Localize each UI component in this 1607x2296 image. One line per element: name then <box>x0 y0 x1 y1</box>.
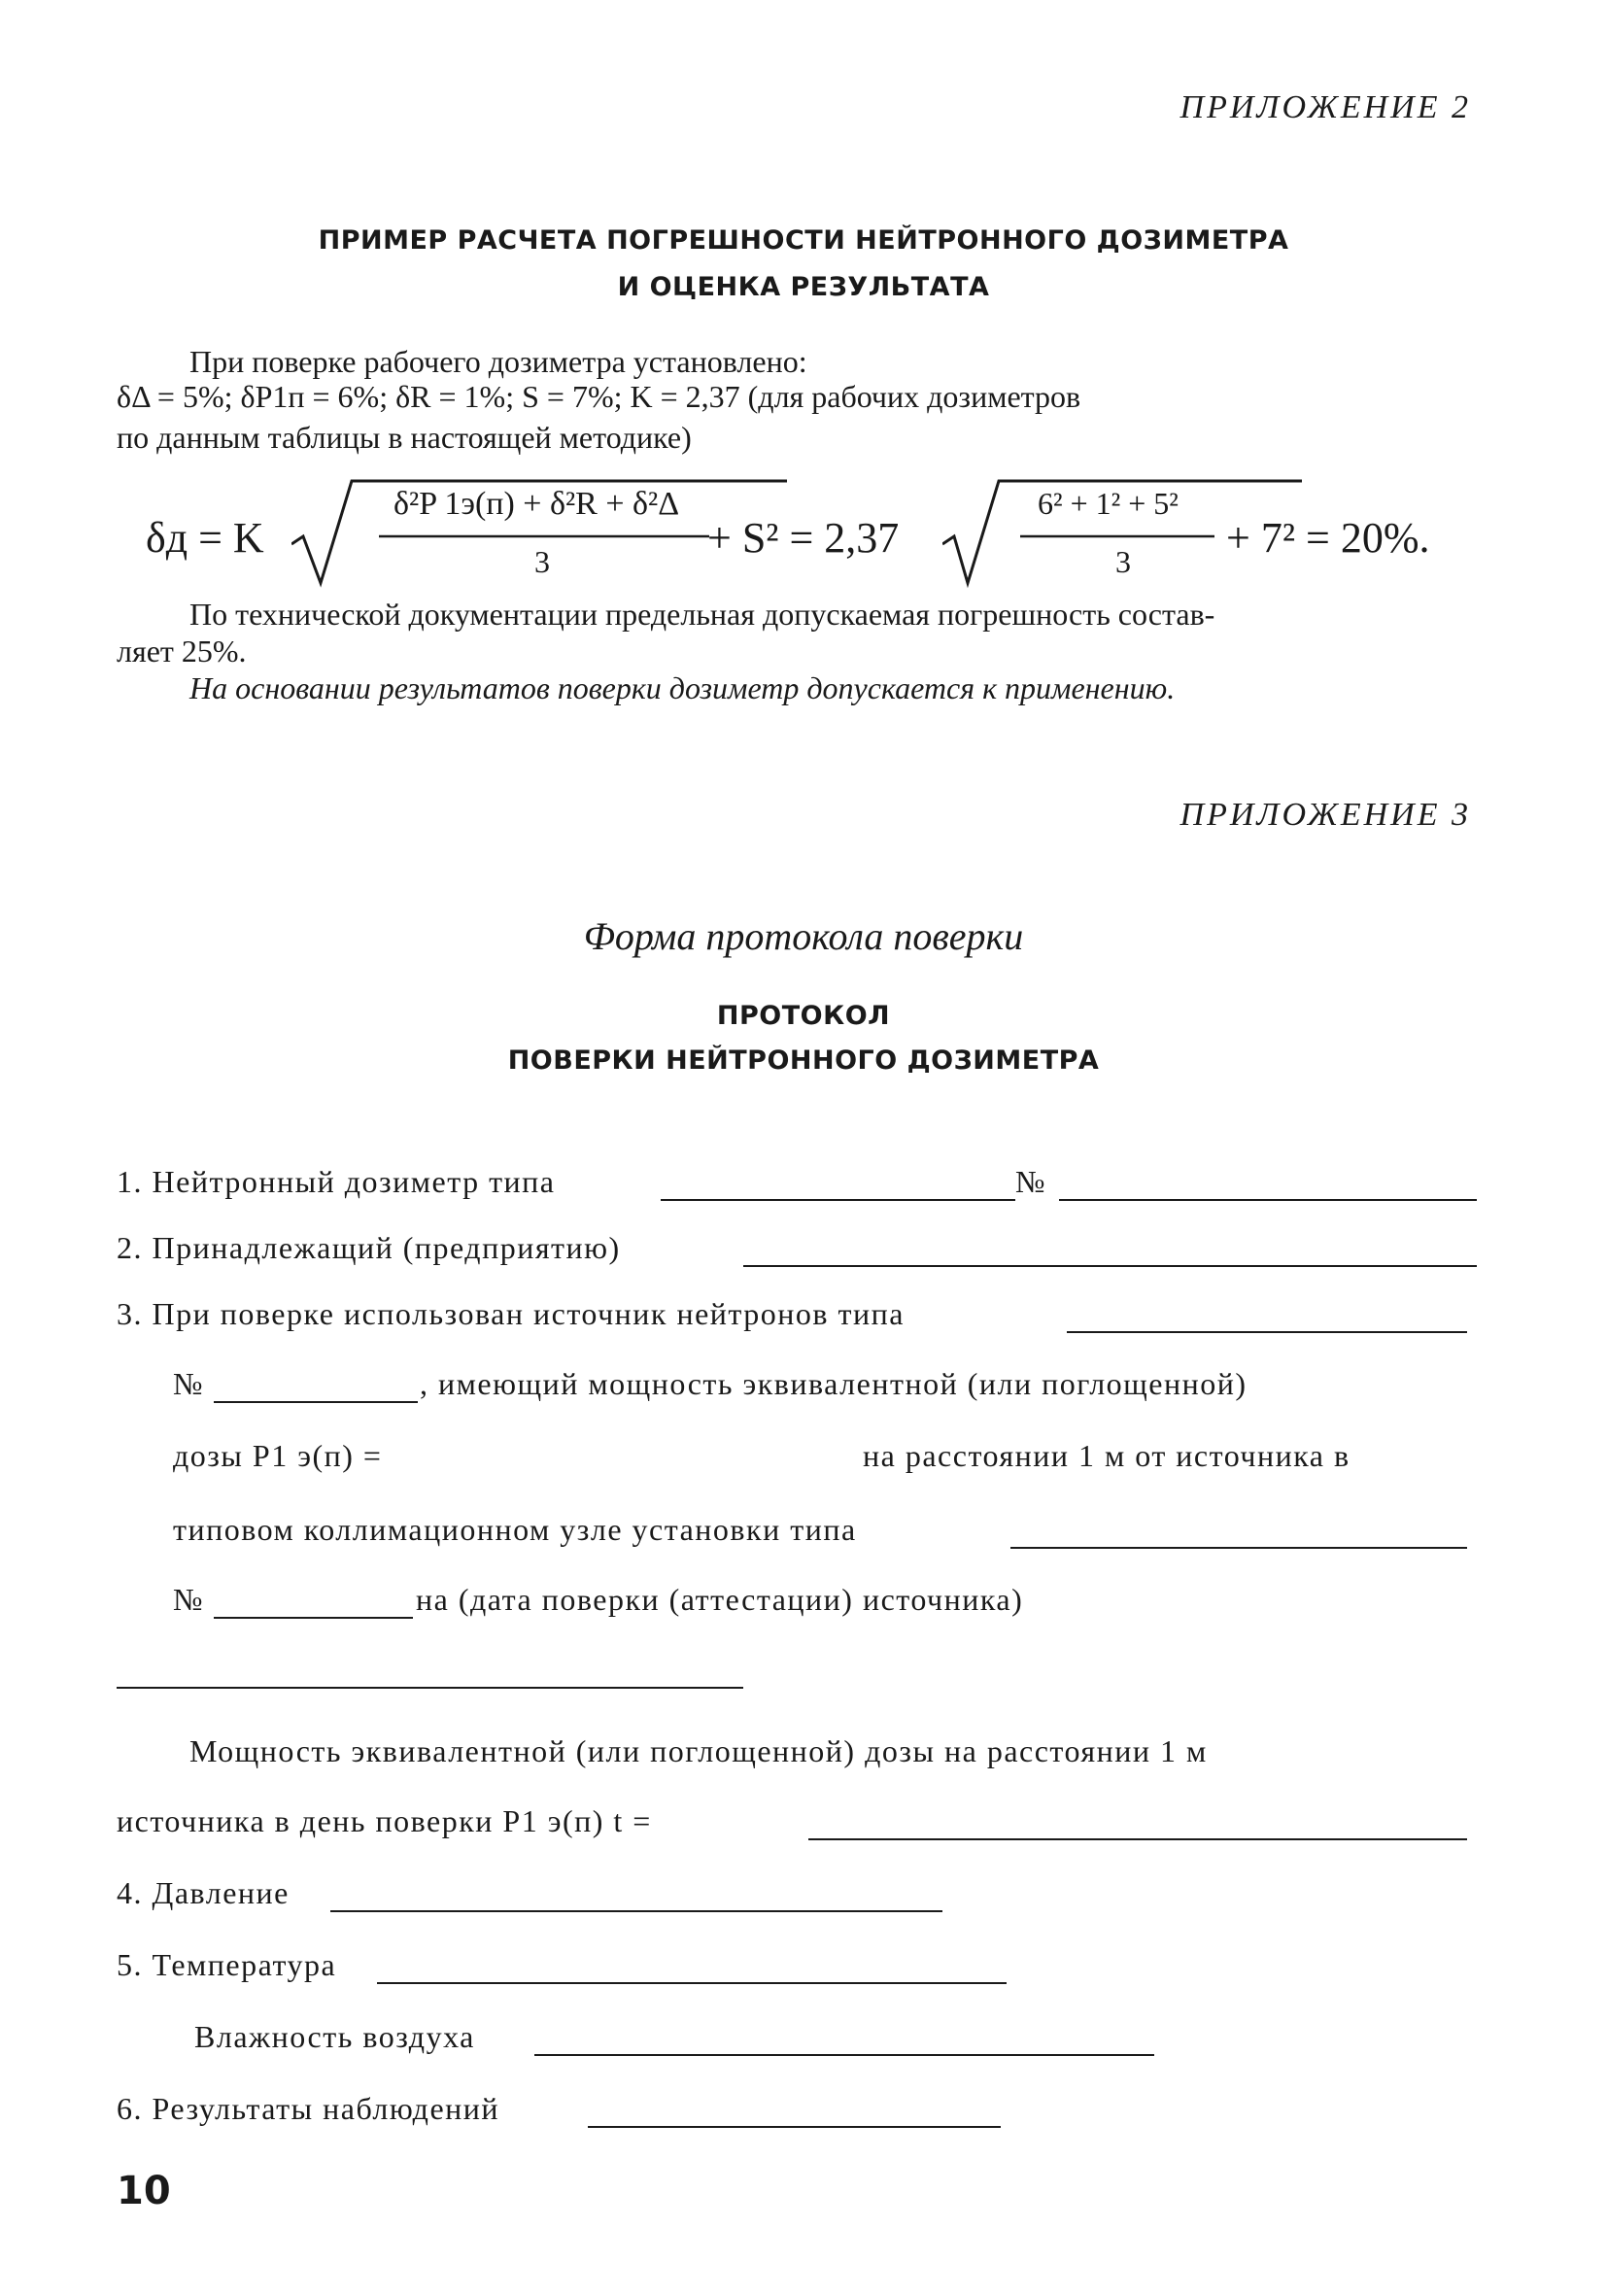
formula-numerator-1: δ²P 1э(п) + δ²R + δ²Δ <box>393 486 680 522</box>
item-3-dose-label: дозы P1 э(п) = <box>173 1438 383 1473</box>
observation-results-field[interactable] <box>588 2126 1001 2128</box>
item-3-distance-text: на расстоянии 1 м от источника в <box>863 1438 1351 1473</box>
doc-line-1: По технической документации предельная допускаемая погрешность состав- <box>189 597 1215 632</box>
appendix-2-title-line2: И ОЦЕНКА РЕЗУЛЬТАТА <box>617 272 990 302</box>
conclusion-text: На основании результатов поверки дозиметр допускается к применению. <box>189 670 1176 705</box>
item-6-label: 6. Результаты наблюдений <box>117 2091 500 2126</box>
item-3-number-sign-2: № <box>173 1582 205 1617</box>
intro-text: При поверке рабочего дозиметра установлено: <box>189 344 807 379</box>
formula-numerator-2: 6² + 1² + 5² <box>1038 486 1179 521</box>
formula-lhs: δд = K <box>146 514 264 562</box>
neutron-source-type-field[interactable] <box>1067 1331 1467 1333</box>
item-3-label: 3. При поверке использован источник нейтронов типа <box>117 1296 905 1331</box>
protocol-title-line2: ПОВЕРКИ НЕЙТРОННОГО ДОЗИМЕТРА <box>507 1045 1100 1076</box>
doc-line-2: ляет 25%. <box>117 634 247 668</box>
power-line-2: источника в день поверки P1 э(п) t = <box>117 1803 652 1838</box>
formula-denominator-1: 3 <box>534 544 550 579</box>
humidity-field[interactable] <box>534 2054 1154 2056</box>
formula-denominator-2: 3 <box>1115 544 1131 579</box>
power-on-day-field[interactable] <box>808 1838 1467 1840</box>
pressure-field[interactable] <box>330 1910 942 1912</box>
power-line-1: Мощность эквивалентной (или поглощенной) дозы на расстоянии 1 м <box>189 1733 1208 1768</box>
item-3-date-text: на (дата поверки (аттестации) источника) <box>416 1582 1024 1617</box>
appendix-2-title-line1: ПРИМЕР РАСЧЕТА ПОГРЕШНОСТИ НЕЙТРОННОГО ДОЗИМЕТРА <box>318 225 1289 256</box>
values-line: δΔ = 5%; δP1п = 6%; δR = 1%; S = 7%; K = 2,37 (для рабочих дозиметров <box>117 379 1081 414</box>
item-3-power-text: , имеющий мощность эквивалентной (или поглощенной) <box>420 1366 1248 1401</box>
item-3-collimation-label: типовом коллимационном узле установки типа <box>173 1512 857 1547</box>
protocol-form-subtitle: Форма протокола поверки <box>583 914 1024 958</box>
item-1-number-sign: № <box>1015 1164 1047 1199</box>
item-4-label: 4. Давление <box>117 1875 290 1910</box>
source-number-field[interactable] <box>214 1401 418 1403</box>
verification-date-field[interactable] <box>117 1687 743 1689</box>
owner-enterprise-field[interactable] <box>743 1265 1477 1267</box>
item-1-label: 1. Нейтронный дозиметр типа <box>117 1164 556 1199</box>
appendix-2-label: ПРИЛОЖЕНИЕ 2 <box>1180 89 1471 125</box>
item-2-label: 2. Принадлежащий (предприятию) <box>117 1230 621 1265</box>
protocol-title-line1: ПРОТОКОЛ <box>716 1001 891 1031</box>
formula-plus-s: + S² = 2,37 <box>707 514 900 562</box>
dosimeter-type-field[interactable] <box>661 1199 1015 1201</box>
values-line-2: по данным таблицы в настоящей методике) <box>117 420 692 455</box>
page-number: 10 <box>117 2169 171 2213</box>
temperature-field[interactable] <box>377 1982 1007 1984</box>
humidity-label: Влажность воздуха <box>194 2019 475 2054</box>
installation-number-field[interactable] <box>214 1617 413 1619</box>
installation-type-field[interactable] <box>1010 1547 1467 1549</box>
dosimeter-number-field[interactable] <box>1059 1199 1477 1201</box>
item-3-number-sign: № <box>173 1366 205 1401</box>
appendix-3-label: ПРИЛОЖЕНИЕ 3 <box>1180 797 1471 833</box>
formula-result: + 7² = 20%. <box>1226 514 1430 562</box>
item-5-label: 5. Температура <box>117 1947 337 1982</box>
